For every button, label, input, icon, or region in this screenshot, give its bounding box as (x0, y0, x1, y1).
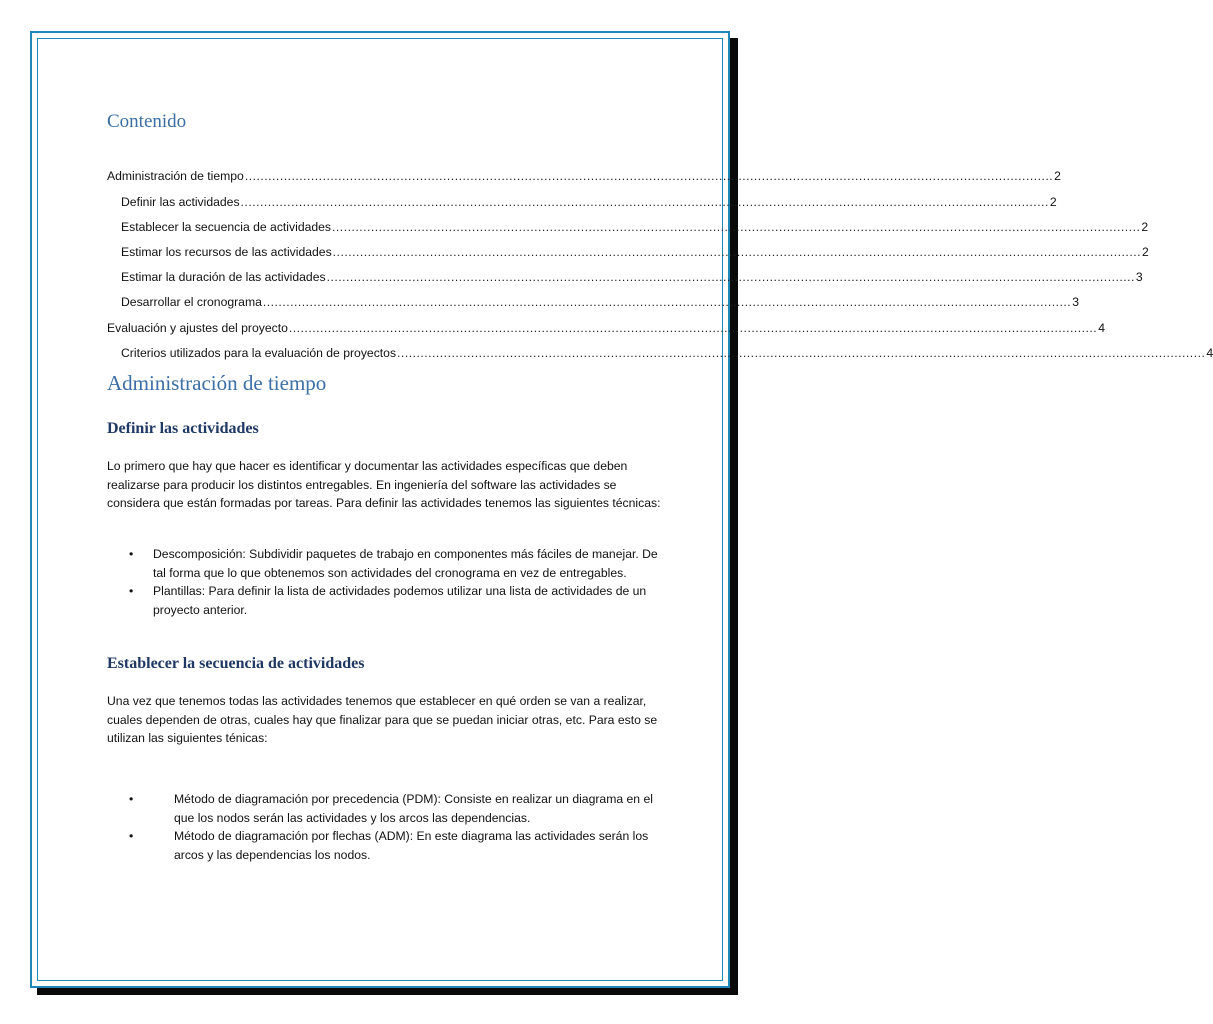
bullet-item (129, 827, 661, 864)
toc-entry-text: Establecer la secuencia de actividades (121, 220, 332, 234)
toc-entry-page: 3 (1135, 270, 1143, 284)
paragraph: Una vez que tenemos todas las actividades tenemos que establecer en qué orden se van a realizar, cuales dependen de otras, cuales hay que finalizar para que se puedan iniciar otras, etc. Para esto se utilizan las siguientes ténicas: (107, 694, 658, 745)
paragraph: Lo primero que hay que hacer es identificar y documentar las actividades específicas que deben realizarse para producir los distintos entregables. En ingeniería del software las actividades se considera que están formadas por tareas. Para definir las actividades tenemos las siguientes técnicas: (107, 459, 661, 510)
toc-entry[interactable] (121, 241, 1149, 259)
toc-leader: ................................................................................................................................................................................................................ (326, 270, 1135, 284)
toc-entry[interactable] (121, 191, 1057, 209)
bullet-list (129, 790, 661, 864)
toc-entry[interactable] (121, 342, 1213, 360)
toc-entry[interactable] (121, 266, 1143, 284)
bullet-text: Método de diagramación por precedencia (PDM): Consiste en realizar un diagrama en el que los nodos serán las actividades y los arcos las dependencias. (174, 792, 653, 825)
document-page (30, 31, 1213, 988)
bullet-text: Método de diagramación por flechas (ADM): En este diagrama las actividades serán los arcos y las dependencias los nodos. (174, 829, 649, 862)
heading-2: Definir las actividades (107, 420, 259, 437)
toc-leader: ................................................................................................................................................................................................................ (240, 195, 1049, 209)
toc-leader: ................................................................................................................................................................................................................ (288, 321, 1098, 335)
toc-entry-text: Criterios utilizados para la evaluación de proyectos (121, 346, 397, 360)
toc-title: Contenido (107, 111, 187, 132)
toc-entry-page: 4 (1098, 321, 1105, 335)
bullet-icon: • (129, 792, 134, 806)
bullet-list (129, 545, 661, 619)
heading-2: Establecer la secuencia de actividades (107, 655, 365, 672)
toc-entry-page: 3 (1072, 295, 1079, 309)
bullet-text: Descomposición: Subdividir paquetes de trabajo en componentes más fáciles de manejar. De tal forma que lo que obtenemos son actividades del cronograma en vez de entregables. (153, 547, 658, 580)
toc-entry[interactable] (121, 216, 1149, 234)
toc-leader: ................................................................................................................................................................................................................ (397, 346, 1206, 360)
toc-leader: ................................................................................................................................................................................................................ (332, 245, 1141, 259)
toc-entry-page: 2 (1141, 245, 1149, 259)
bullet-icon: • (129, 584, 134, 598)
toc-entry-text: Desarrollar el cronograma (121, 295, 262, 309)
toc-leader: ................................................................................................................................................................................................................ (262, 295, 1072, 309)
bullet-item (129, 582, 661, 619)
toc-entry[interactable] (107, 317, 1105, 335)
toc-entry-text: Estimar la duración de las actividades (121, 270, 326, 284)
toc-entry-text: Definir las actividades (121, 195, 240, 209)
toc-entry-text: Estimar los recursos de las actividades (121, 245, 332, 259)
bullet-icon: • (129, 547, 134, 561)
toc-leader: ................................................................................................................................................................................................................ (332, 220, 1141, 234)
toc-entry-text: Administración de tiempo (107, 169, 244, 183)
toc-entry[interactable] (107, 165, 1061, 183)
toc-entry-page: 2 (1049, 195, 1057, 209)
heading-1: Administración de tiempo (107, 371, 327, 395)
toc-entry-page: 4 (1206, 346, 1213, 360)
bullet-item (129, 545, 661, 582)
toc-entry-page: 2 (1054, 169, 1061, 183)
toc-entry[interactable] (121, 291, 1079, 309)
toc-leader: ................................................................................................................................................................................................................ (244, 169, 1054, 183)
bullet-item (129, 790, 661, 827)
toc-entry-page: 2 (1141, 220, 1149, 234)
toc-entry-text: Evaluación y ajustes del proyecto (107, 321, 288, 335)
bullet-icon: • (129, 829, 134, 843)
bullet-text: Plantillas: Para definir la lista de actividades podemos utilizar una lista de actividades de un proyecto anterior. (153, 584, 647, 617)
